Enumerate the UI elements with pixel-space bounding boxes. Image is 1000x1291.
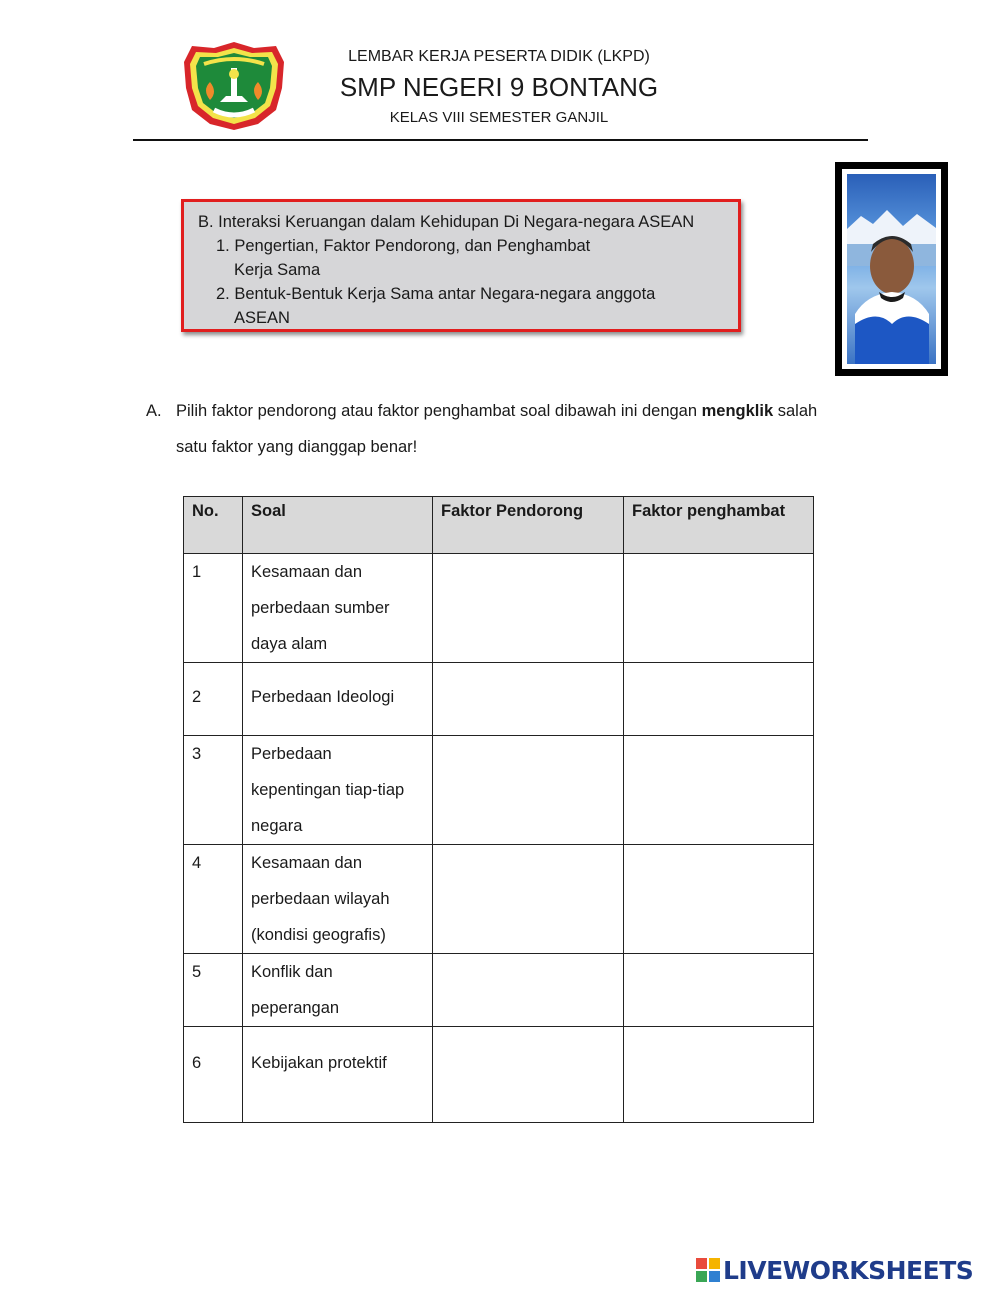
table-row (184, 736, 814, 845)
instruction-text-part2: salah (773, 402, 818, 420)
instruction-line-1 (176, 393, 906, 429)
soal-line: Perbedaan (251, 745, 332, 763)
soal-line: daya alam (251, 635, 328, 653)
row-no: 3 (184, 736, 243, 845)
answer-penghambat-3[interactable] (624, 736, 814, 845)
row-no: 6 (184, 1027, 243, 1123)
soal-line: negara (251, 817, 303, 835)
table-row (184, 954, 814, 1027)
row-soal (243, 845, 433, 954)
header-faktor-penghambat: Faktor penghambat (624, 497, 814, 554)
answer-pendorong-4[interactable] (433, 845, 624, 954)
topic-item-2-cont: ASEAN (234, 309, 290, 327)
answer-penghambat-2[interactable] (624, 663, 814, 736)
soal-line: peperangan (251, 999, 340, 1017)
soal-line: perbedaan wilayah (251, 890, 390, 908)
answer-penghambat-1[interactable] (624, 554, 814, 663)
topic-item-1-cont: Kerja Sama (234, 261, 321, 279)
table-row (184, 554, 814, 663)
row-no: 2 (184, 663, 243, 736)
soal-line: kepentingan tiap-tiap (251, 781, 405, 799)
topic-item-1: 1. Pengertian, Faktor Pendorong, dan Penghambat (216, 237, 591, 255)
row-no: 4 (184, 845, 243, 954)
instruction-text-part1: Pilih faktor pendorong atau faktor penghambat soal dibawah ini dengan (176, 402, 702, 420)
row-soal (243, 736, 433, 845)
row-soal (243, 663, 433, 736)
header-faktor-pendorong: Faktor Pendorong (433, 497, 624, 554)
topic-box (181, 199, 741, 332)
soal-line: Perbedaan Ideologi (251, 688, 395, 706)
school-name: SMP NEGERI 9 BONTANG (339, 72, 659, 102)
school-emblem-icon (180, 40, 288, 132)
factor-table (183, 496, 814, 1123)
answer-pendorong-5[interactable] (433, 954, 624, 1027)
teacher-photo-frame (835, 162, 948, 376)
instruction-bold: mengklik (701, 402, 774, 420)
liveworksheets-logo (696, 1253, 973, 1287)
soal-line: perbedaan sumber (251, 599, 390, 617)
soal-line: Kesamaan dan (251, 854, 362, 872)
answer-pendorong-1[interactable] (433, 554, 624, 663)
table-header-row (184, 497, 814, 554)
instruction (146, 393, 906, 465)
soal-line: Konflik dan (251, 963, 333, 981)
answer-pendorong-3[interactable] (433, 736, 624, 845)
soal-line: Kesamaan dan (251, 563, 362, 581)
liveworksheets-mark-icon (696, 1258, 720, 1282)
row-soal (243, 1027, 433, 1123)
instruction-line-2: satu faktor yang dianggap benar! (176, 438, 418, 456)
table-row (184, 1027, 814, 1123)
liveworksheets-wordmark: LIVEWORKSHEETS (723, 1255, 974, 1285)
soal-line: Kebijakan protektif (251, 1054, 387, 1072)
row-soal (243, 954, 433, 1027)
row-soal (243, 554, 433, 663)
instruction-marker: A. (146, 402, 162, 420)
row-no: 1 (184, 554, 243, 663)
table-row (184, 845, 814, 954)
header-no: No. (184, 497, 243, 554)
class-semester: KELAS VIII SEMESTER GANJIL (389, 109, 609, 126)
row-no: 5 (184, 954, 243, 1027)
document-type: LEMBAR KERJA PESERTA DIDIK (LKPD) (348, 48, 650, 65)
header-divider (133, 139, 868, 141)
answer-penghambat-4[interactable] (624, 845, 814, 954)
answer-penghambat-6[interactable] (624, 1027, 814, 1123)
table-row (184, 663, 814, 736)
answer-penghambat-5[interactable] (624, 954, 814, 1027)
answer-pendorong-2[interactable] (433, 663, 624, 736)
header-soal: Soal (243, 497, 433, 554)
answer-pendorong-6[interactable] (433, 1027, 624, 1123)
teacher-photo (847, 174, 936, 364)
topic-heading: B. Interaksi Keruangan dalam Kehidupan Di Negara-negara ASEAN (198, 213, 695, 231)
topic-item-2: 2. Bentuk-Bentuk Kerja Sama antar Negara-negara anggota (216, 285, 656, 303)
soal-line: (kondisi geografis) (251, 926, 386, 944)
